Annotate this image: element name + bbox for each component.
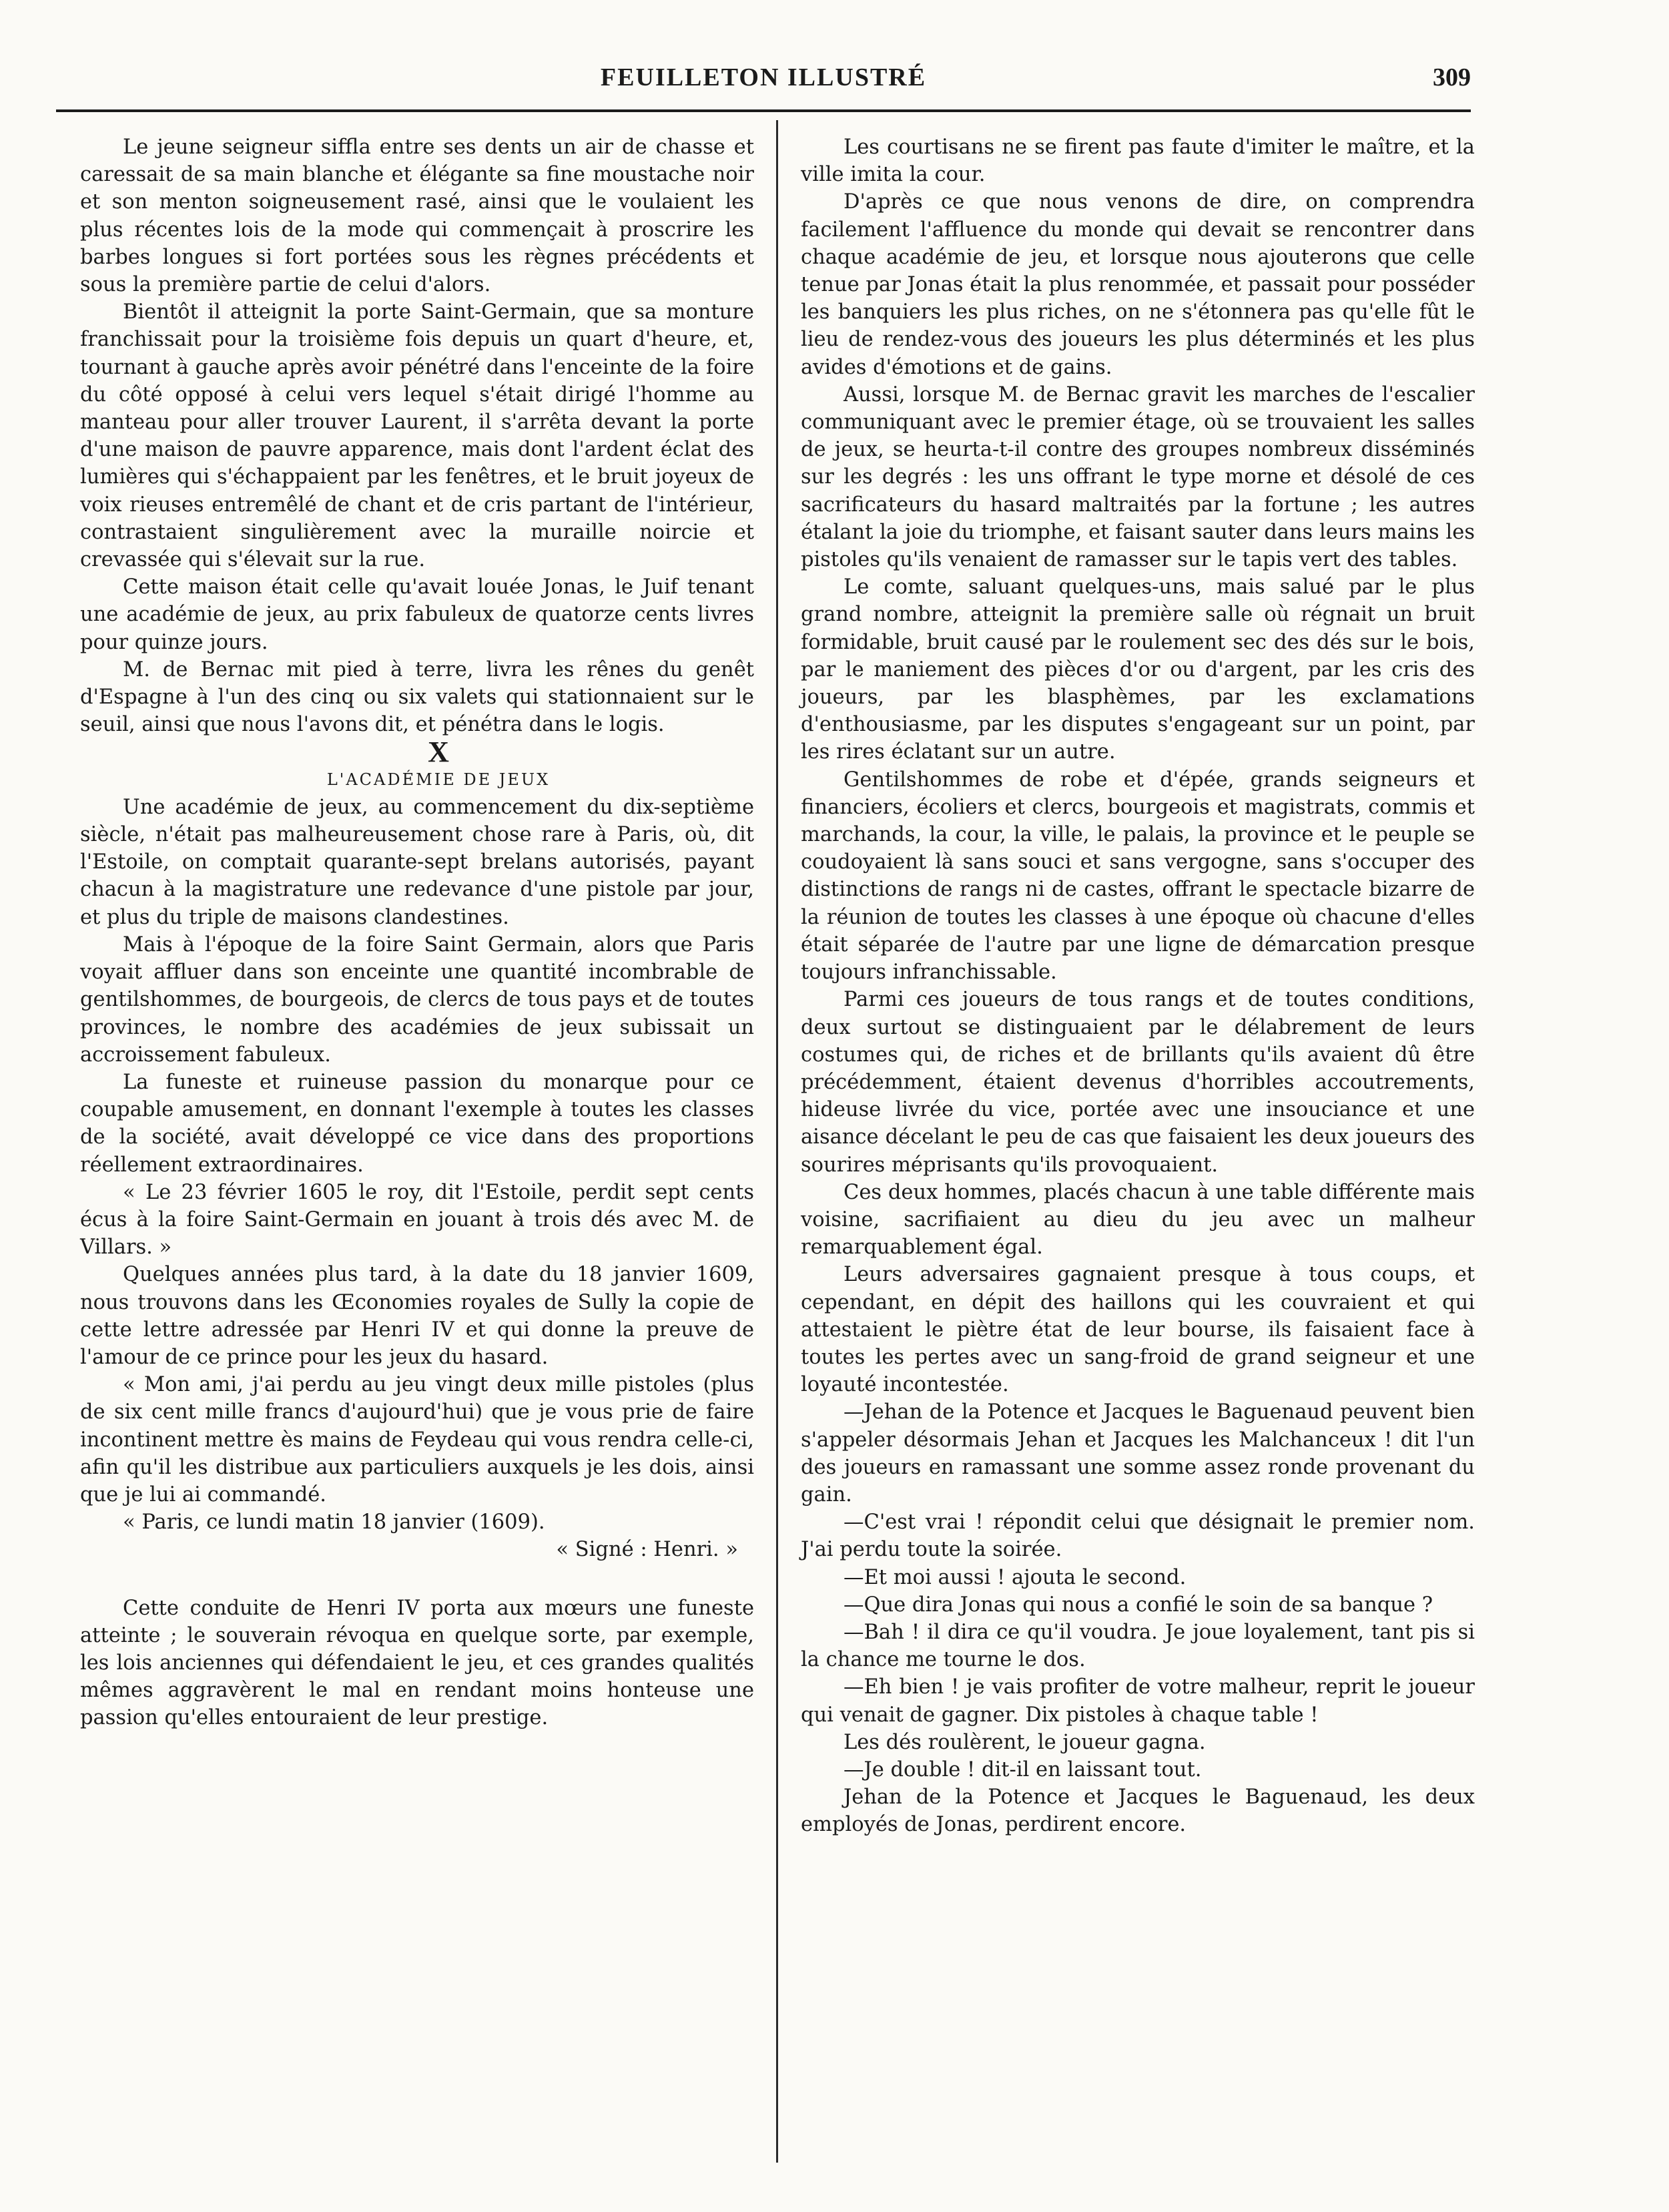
- left-column: [80, 133, 754, 1732]
- paragraph: Le comte, saluant quelques-uns, mais salué par le plus grand nombre, atteignit la première salle où régnait un bruit formidable, bruit causé par le roulement sec des dés sur le bois, par le maniement des pièces d'or ou d'argent, par les cris des joueurs, par les blasphèmes, par les exclamations d'enthousiasme, par les disputes s'engageant sur un point, par les rires éclatant sur un autre.: [801, 575, 1475, 764]
- paragraph: M. de Bernac mit pied à terre, livra les rênes du genêt d'Espagne à l'un des cinq ou six valets qui stationnaient sur le seuil, ainsi que nous l'avons dit, et pénétra dans le logis.: [80, 657, 754, 737]
- dialogue-line: —Que dira Jonas qui nous a confié le soin de sa banque ?: [844, 1593, 1433, 1617]
- paragraph: Aussi, lorsque M. de Bernac gravit les marches de l'escalier communiquant avec le premier étage, où se trouvaient les salles de jeux, se heurta-t-il contre des groupes nombreux disséminés sur les degrés : les uns offrant le type morne et désolé de ces sacrificateurs du hasard maltraités par la fortune ; les autres étalant la joie du triomphe, et faisant sauter dans leurs mains les pistoles qu'ils venaient de ramasser sur le tapis vert des tables.: [801, 382, 1475, 572]
- paragraph: Gentilshommes de robe et d'épée, grands seigneurs et financiers, écoliers et clercs, bourgeois et magistrats, commis et marchands, la cour, la ville, le palais, la province et le peuple se coudoyaient là sans souci et sans vergogne, sans s'occuper des distinctions de rangs ni de castes, offrant le spectacle bizarre de la réunion de toutes les classes à une époque où chacune d'elles était séparée de l'autre par une ligne de démarcation presque toujours infranchissable.: [801, 768, 1475, 985]
- paragraph: Mais à l'époque de la foire Saint Germain, alors que Paris voyait affluer dans son enceinte une quantité incombrable de gentilshommes, de bourgeois, de clercs de tous pays et de toutes provinces, le nombre des académies de jeux subissait un accroissement fabuleux.: [80, 932, 754, 1067]
- dialogue-line: —Eh bien ! je vais profiter de votre malheur, reprit le joueur qui venait de gagner. Dix pistoles à chaque table !: [801, 1675, 1475, 1727]
- quote-paragraph: « Paris, ce lundi matin 18 janvier (1609).: [123, 1510, 545, 1535]
- paragraph: Une académie de jeux, au commencement du dix-septième siècle, n'était pas malheureusement chose rare à Paris, où, dit l'Estoile, on comptait quarante-sept brelans autorisés, payant chacun à la magistrature une redevance d'une pistole par jour, et plus du triple de maisons clandestines.: [80, 795, 754, 929]
- paragraph: Le jeune seigneur siffla entre ses dents un air de chasse et caressait de sa main blanche et élégante sa fine moustache noir et son menton soigneusement rasé, ainsi que le voulaient les plus récentes lois de la mode qui commençait à proscrire les barbes longues si fort portées sous les règnes précédents et sous la première partie de celui d'alors.: [80, 135, 754, 297]
- right-column: [801, 133, 1475, 1839]
- dialogue-line: —Et moi aussi ! ajouta le second.: [844, 1565, 1187, 1589]
- paragraph: Ces deux hommes, placés chacun à une table différente mais voisine, sacrifiaient au dieu du jeu avec un malheur remarquablement égal.: [801, 1180, 1475, 1260]
- section-heading: L'ACADÉMIE DE JEUX: [326, 770, 551, 789]
- paragraph: Cette maison était celle qu'avait louée Jonas, le Juif tenant une académie de jeux, au prix fabuleux de quatorze cents livres pour quinze jours.: [80, 575, 754, 654]
- paragraph: Les dés roulèrent, le joueur gagna.: [844, 1730, 1206, 1754]
- paragraph: D'après ce que nous venons de dire, on comprendra facilement l'affluence du monde qui devait se rencontrer dans chaque académie de jeu, et lorsque nous ajouterons que celle tenue par Jonas était la plus renommée, et passait pour posséder les banquiers les plus riches, on ne s'étonnera pas qu'elle fût le lieu de rendez-vous des joueurs les plus déterminés et les plus avides d'émotions et de gains.: [801, 190, 1475, 379]
- dialogue-line: —Bah ! il dira ce qu'il voudra. Je joue loyalement, tant pis si la chance me tourne le dos.: [801, 1620, 1475, 1672]
- column-divider: [776, 120, 778, 2163]
- quote-paragraph: « Mon ami, j'ai perdu au jeu vingt deux mille pistoles (plus de six cent mille francs d'aujourd'hui) que je vous prie de faire incontinent mettre ès mains de Feydeau qui vous rendra celle-ci, afin qu'il les distribue aux particuliers auxquels je les dois, ainsi que je lui ai commandé.: [80, 1373, 754, 1506]
- paragraph: Cette conduite de Henri IV porta aux mœurs une funeste atteinte ; le souverain révoqua en quelque sorte, par exemple, les lois anciennes qui défendaient le jeu, et ces grandes qualités mêmes aggravèrent le mal en rendant moins honteuse une passion qu'elles entouraient de leur prestige.: [80, 1596, 754, 1730]
- paragraph: Parmi ces joueurs de tous rangs et de toutes conditions, deux surtout se distinguaient par le délabrement de leurs costumes qui, de riches et de brillants qu'ils avaient dû être précédemment, étaient devenus d'horribles accoutrements, hideuse livrée du vice, portée avec une insouciance et une aisance décelant le peu de cas que faisaient les deux joueurs des sourires méprisants qu'ils provoquaient.: [801, 988, 1475, 1177]
- dialogue-line: —Je double ! dit-il en laissant tout.: [844, 1757, 1202, 1781]
- dialogue-line: —C'est vrai ! répondit celui que désignait le premier nom. J'ai perdu toute la soirée.: [801, 1510, 1475, 1562]
- section-numeral: X: [428, 736, 449, 769]
- running-title: FEUILLETON ILLUSTRÉ: [600, 63, 927, 91]
- header-rule: [56, 109, 1471, 112]
- dialogue-line: —Jehan de la Potence et Jacques le Baguenaud peuvent bien s'appeler désormais Jehan et Jacques les Malchanceux ! dit l'un des joueurs en ramassant une somme assez ronde provenant du gain.: [801, 1400, 1475, 1506]
- page-number: 309: [1433, 63, 1471, 91]
- page-header: [56, 63, 1471, 103]
- paragraph: Bientôt il atteignit la porte Saint-Germain, que sa monture franchissait pour la troisième fois depuis un quart d'heure, et, tournant à gauche après avoir pénétré dans l'enceinte de la foire du côté opposé à celui vers lequel s'était dirigé l'homme au manteau pour aller trouver Laurent, il s'arrêta devant la porte d'une maison de pauvre apparence, mais dont l'ardent éclat des lumières qui s'échappaient par les fenêtres, et le bruit joyeux de voix rieuses entremêlé de chant et de cris partant de l'intérieur, contrastaient singulièrement avec la muraille noircie et crevassée qui s'élevait sur la rue.: [80, 300, 754, 572]
- paragraph: Quelques années plus tard, à la date du 18 janvier 1609, nous trouvons dans les Œconomies royales de Sully la copie de cette lettre adressée par Henri IV et qui donne la preuve de l'amour de ce prince pour les jeux du hasard.: [80, 1263, 754, 1369]
- letter-signature: « Signé : Henri. »: [556, 1538, 738, 1562]
- paragraph: Les courtisans ne se firent pas faute d'imiter le maître, et la ville imita la cour.: [801, 135, 1475, 187]
- paragraph: La funeste et ruineuse passion du monarque pour ce coupable amusement, en donnant l'exemple à toutes les classes de la société, avait développé ce vice dans des proportions réellement extraordinaires.: [80, 1070, 754, 1177]
- spacer: [80, 1564, 754, 1595]
- paragraph: Jehan de la Potence et Jacques le Baguenaud, les deux employés de Jonas, perdirent encore.: [801, 1785, 1475, 1837]
- quote-paragraph: « Le 23 février 1605 le roy, dit l'Estoile, perdit sept cents écus à la foire Saint-Germain en jouant à trois dés avec M. de Villars. »: [80, 1180, 754, 1260]
- paragraph: Leurs adversaires gagnaient presque à tous coups, et cependant, en dépit des haillons qui les couvraient et qui attestaient le piètre état de leur bourse, ils faisaient face à toutes les pertes avec un sang-froid de grand seigneur et une loyauté incontestée.: [801, 1263, 1475, 1397]
